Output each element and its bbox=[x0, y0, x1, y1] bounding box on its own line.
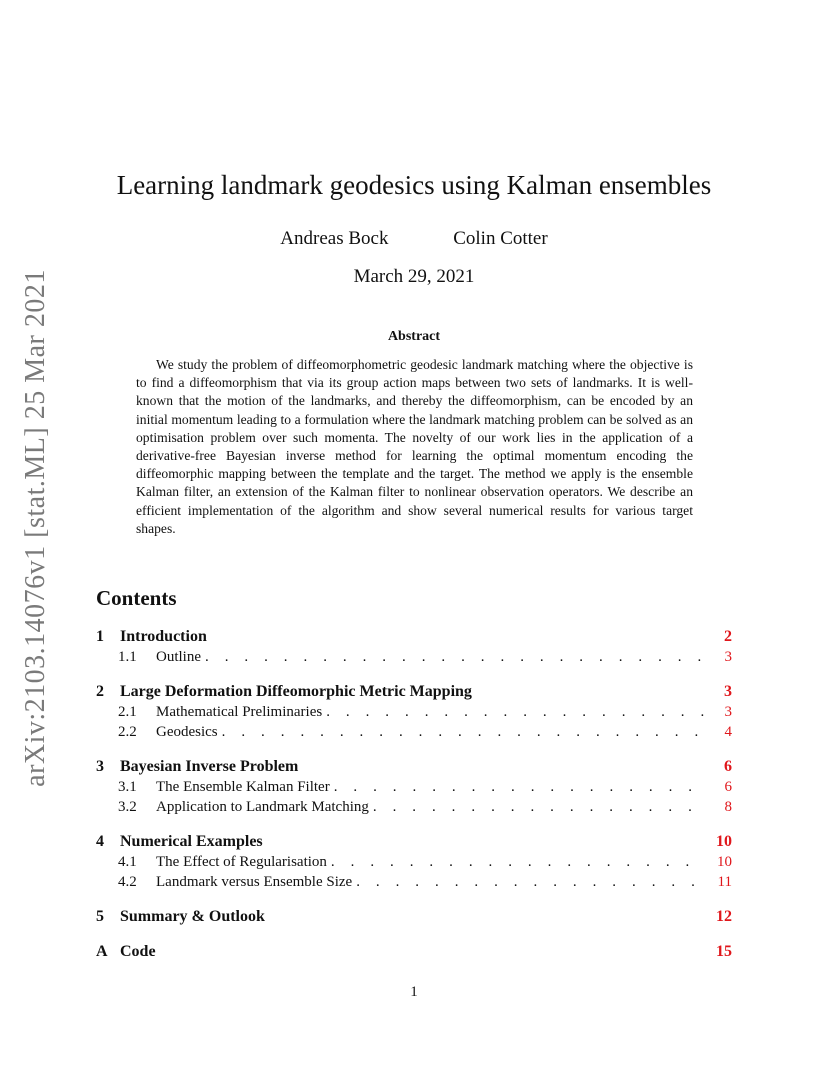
page-link[interactable]: 11 bbox=[717, 874, 732, 890]
section-number: 1 bbox=[96, 628, 104, 645]
toc-entry-ensemble-kalman-filter[interactable] bbox=[96, 777, 732, 797]
page-link[interactable]: 6 bbox=[724, 758, 732, 775]
section-title: Bayesian Inverse Problem bbox=[120, 758, 299, 775]
toc-entry-mathematical-preliminaries[interactable] bbox=[96, 702, 732, 722]
toc-entry-lddmm[interactable] bbox=[96, 682, 732, 702]
abstract-body: We study the problem of diffeomorphometric geodesic landmark matching where the objective is to find a diffeomorphism that via its group action maps between two sets of landmarks. It is well-known that the motion of the landmarks, and thereby the diffeomorphism, can be encoded by an initial momentum leading to a formulation where the landmark matching problem can be solved as an optimisation problem over such momenta. The novelty of our work lies in the application of a derivative-free Bayesian inverse method for learning the optimal momentum encoding the diffeomorphic mapping between the template and the target. The method we apply is the ensemble Kalman filter, an extension of the Kalman filter to nonlinear observation operators. We describe an efficient implementation of the algorithm and show several numerical results for various target shapes. bbox=[136, 357, 693, 536]
dot-leader bbox=[205, 647, 706, 667]
toc-entry-code[interactable] bbox=[96, 942, 732, 962]
toc-entry-landmark-matching[interactable] bbox=[96, 797, 732, 817]
paper-title: Learning landmark geodesics using Kalman ensembles bbox=[116, 170, 712, 200]
subsection-title: The Effect of Regularisation bbox=[156, 854, 327, 870]
author-list bbox=[0, 228, 828, 250]
section-number: A bbox=[96, 943, 108, 960]
abstract-heading: Abstract bbox=[387, 329, 441, 344]
page-link[interactable]: 3 bbox=[724, 683, 732, 700]
author-name: Andreas Bock bbox=[280, 228, 389, 249]
dot-leader bbox=[356, 872, 706, 892]
toc-entry-geodesics[interactable] bbox=[96, 722, 732, 742]
toc-entry-bayesian-inverse-problem[interactable] bbox=[96, 757, 732, 777]
dot-leader bbox=[222, 722, 706, 742]
paper-date: March 29, 2021 bbox=[353, 266, 475, 287]
subsection-number: 3.1 bbox=[118, 779, 137, 795]
subsection-number: 2.2 bbox=[118, 724, 137, 740]
subsection-number: 2.1 bbox=[118, 704, 137, 720]
toc-section bbox=[96, 757, 732, 817]
subsection-title: The Ensemble Kalman Filter bbox=[156, 779, 330, 795]
dot-leader bbox=[331, 852, 706, 872]
subsection-title: Outline bbox=[156, 649, 201, 665]
page-link[interactable]: 15 bbox=[716, 943, 732, 960]
toc-section bbox=[96, 627, 732, 667]
page-number: 1 bbox=[410, 984, 418, 1000]
section-title: Summary & Outlook bbox=[120, 908, 265, 925]
toc-section bbox=[96, 942, 732, 962]
section-title: Code bbox=[120, 943, 156, 960]
toc-entry-numerical-examples[interactable] bbox=[96, 832, 732, 852]
page-link[interactable]: 3 bbox=[724, 704, 732, 720]
subsection-number: 1.1 bbox=[118, 649, 137, 665]
toc-entry-landmark-vs-ensemble-size[interactable] bbox=[96, 872, 732, 892]
page-link[interactable]: 10 bbox=[716, 833, 732, 850]
section-number: 4 bbox=[96, 833, 104, 850]
subsection-title: Application to Landmark Matching bbox=[156, 799, 369, 815]
toc-section bbox=[96, 682, 732, 742]
section-title: Numerical Examples bbox=[120, 833, 263, 850]
subsection-number: 3.2 bbox=[118, 799, 137, 815]
subsection-title: Geodesics bbox=[156, 724, 218, 740]
section-title: Introduction bbox=[120, 628, 207, 645]
subsection-title: Mathematical Preliminaries bbox=[156, 704, 323, 720]
page-link[interactable]: 10 bbox=[717, 854, 732, 870]
arxiv-identifier: arXiv:2103.14076v1 [stat.ML] 25 Mar 2021 bbox=[20, 269, 51, 787]
contents-heading: Contents bbox=[96, 586, 177, 610]
page-link[interactable]: 8 bbox=[724, 799, 732, 815]
page-link[interactable]: 12 bbox=[716, 908, 732, 925]
table-of-contents bbox=[96, 627, 732, 977]
dot-leader bbox=[334, 777, 706, 797]
page-link[interactable]: 4 bbox=[724, 724, 732, 740]
toc-entry-outline[interactable] bbox=[96, 647, 732, 667]
section-title: Large Deformation Diffeomorphic Metric Mapping bbox=[120, 683, 472, 700]
page-link[interactable]: 2 bbox=[724, 628, 732, 645]
section-number: 5 bbox=[96, 908, 104, 925]
dot-leader bbox=[373, 797, 706, 817]
subsection-title: Landmark versus Ensemble Size bbox=[156, 874, 353, 890]
section-number: 3 bbox=[96, 758, 104, 775]
page-link[interactable]: 6 bbox=[724, 779, 732, 795]
toc-entry-summary-outlook[interactable] bbox=[96, 907, 732, 927]
subsection-number: 4.2 bbox=[118, 874, 137, 890]
section-number: 2 bbox=[96, 683, 104, 700]
toc-section bbox=[96, 832, 732, 892]
subsection-number: 4.1 bbox=[118, 854, 137, 870]
author-name: Colin Cotter bbox=[453, 228, 548, 249]
toc-entry-introduction[interactable] bbox=[96, 627, 732, 647]
toc-section bbox=[96, 907, 732, 927]
page-link[interactable]: 3 bbox=[724, 649, 732, 665]
dot-leader bbox=[326, 702, 706, 722]
toc-entry-effect-of-regularisation[interactable] bbox=[96, 852, 732, 872]
